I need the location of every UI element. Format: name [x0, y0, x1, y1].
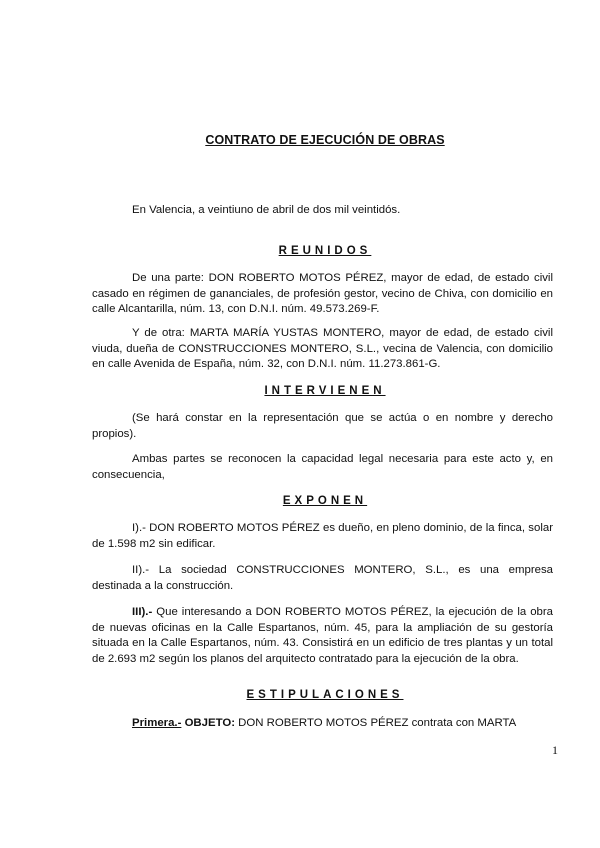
heading-reunidos: REUNIDOS	[278, 245, 372, 257]
heading-estipulaciones: ESTIPULACIONES	[246, 689, 404, 701]
heading-exponen: EXPONEN	[282, 495, 368, 507]
reunidos-paragraph-1: De una parte: DON ROBERTO MOTOS PÉREZ, mayor de edad, de estado civil casado en régimen de gananciales, de profesión gestor, vecino de Chiva, con domicilio en calle Alcantarilla, núm. 13, con D.N.I. núm. 49.573.269-F.	[92, 272, 553, 316]
intervienen-paragraph-1: (Se hará constar en la representación que se actúa o en nombre y derecho propios).	[92, 412, 553, 440]
exponen-paragraph-3-label: III).-	[132, 606, 153, 618]
date-line: En Valencia, a veintiuno de abril de dos mil veintidós.	[132, 204, 401, 216]
objeto-label: OBJETO:	[184, 717, 235, 729]
exponen-paragraph-1: I).- DON ROBERTO MOTOS PÉREZ es dueño, en pleno dominio, de la finca, solar de 1.598 m2 sin edificar.	[92, 522, 553, 550]
document-title: CONTRATO DE EJECUCIÓN DE OBRAS	[205, 133, 445, 147]
page-number: 1	[552, 743, 558, 757]
exponen-paragraph-2: II).- La sociedad CONSTRUCCIONES MONTERO, S.L., es una empresa destinada a la construcción.	[92, 564, 553, 592]
heading-intervienen: INTERVIENEN	[264, 385, 386, 397]
intervienen-paragraph-2: Ambas partes se reconocen la capacidad legal necesaria para este acto y, en consecuencia,	[92, 453, 553, 481]
exponen-paragraph-3-text: Que interesando a DON ROBERTO MOTOS PÉREZ, la ejecución de la obra de nuevas oficinas en la Calle Espartanos, núm. 45, para la ampliación de su gestoría situada en la Calle Espartanos, núm. 43. Consistirá en un edificio de tres plantas y un total de 2.693 m2 según los planos del arquitecto contratado para la ejecución de la obra.	[92, 606, 553, 665]
reunidos-paragraph-2: Y de otra: MARTA MARÍA YUSTAS MONTERO, mayor de edad, de estado civil viuda, dueña de CONSTRUCCIONES MONTERO, S.L., vecina de Valencia, con domicilio en calle Avenida de España, núm. 32, con D.N.I. núm. 11.273.861-G.	[92, 327, 553, 371]
exponen-paragraph-3	[92, 605, 553, 667]
primera-paragraph	[92, 716, 553, 732]
primera-label: Primera.-	[132, 717, 182, 729]
primera-text: DON ROBERTO MOTOS PÉREZ contrata con MARTA	[235, 717, 517, 729]
